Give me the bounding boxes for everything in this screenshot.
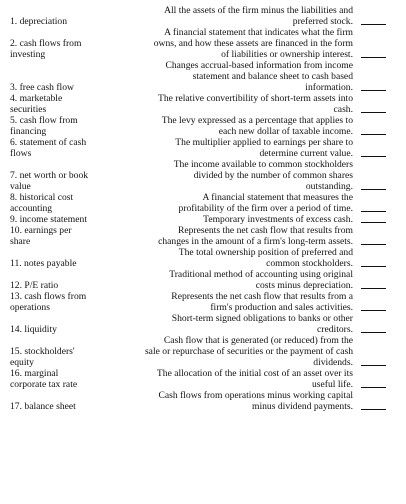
term-label [0,346,113,368]
term-label [0,16,113,27]
definition-text [113,291,353,313]
definition-text [113,159,353,192]
definition-line: common stockholders. [266,258,353,269]
definition-line: statement and balance sheet to cash based [192,71,353,82]
answer-blank[interactable] [361,57,386,58]
term-line: 15. stockholders' [10,346,75,357]
answer-blank[interactable] [361,222,386,223]
definition-text [113,5,353,27]
term-line: share [10,236,31,247]
definition-text [113,214,353,225]
term-label [0,258,113,269]
matching-row [0,313,406,335]
answer-blank[interactable] [361,90,386,91]
definition-line: changes in the amount of a firm's long-term assets. [158,236,353,247]
term-line: 14. liquidity [10,324,57,335]
term-label [0,137,113,159]
definition-line: each new dollar of taxable income. [218,126,353,137]
definition-line: All the assets of the firm minus the liabilities and [164,5,353,16]
definition-text [113,313,353,335]
definition-line: divided by the number of common shares [193,170,353,181]
definition-text [113,93,353,115]
definition-line: Temporary investments of excess cash. [203,214,353,225]
term-line: 8. historical cost [10,192,74,203]
matching-row [0,93,406,115]
term-line: 1. depreciation [10,16,68,27]
term-line: securities [10,104,47,115]
term-line: 4. marketable [10,93,63,104]
term-label [0,401,113,412]
matching-row [0,368,406,390]
definition-line: Changes accrual-based information from income [165,60,353,71]
definition-line: owns, and how these assets are financed in the form [153,38,353,49]
definition-text [113,115,353,137]
definition-line: useful life. [311,379,353,390]
term-line: investing [10,49,46,60]
answer-blank[interactable] [361,134,386,135]
term-label [0,192,113,214]
definition-line: Represents the net cash flow that results from a [171,291,353,302]
term-line: 9. income statement [10,214,87,225]
term-line: 3. free cash flow [10,82,74,93]
definition-text [113,137,353,159]
matching-row [0,5,406,27]
definition-line: cash. [333,104,353,115]
answer-blank[interactable] [361,365,386,366]
term-line: 10. earnings per [10,225,72,236]
definition-line: of liabilities or ownership interest. [221,49,353,60]
term-label [0,82,113,93]
definition-line: firm's production and sales activities. [210,302,353,313]
matching-row [0,159,406,192]
matching-row [0,27,406,60]
definition-text [113,269,353,291]
definition-line: creditors. [317,324,353,335]
definition-line: information. [305,82,353,93]
answer-blank[interactable] [361,156,386,157]
matching-row [0,60,406,93]
definition-line: The levy expressed as a percentage that applies to [161,115,353,126]
term-label [0,368,113,390]
definition-line: outstanding. [305,181,353,192]
term-line: accounting [10,203,53,214]
term-line: 11. notes payable [10,258,77,269]
term-line: 2. cash flows from [10,38,82,49]
definition-line: determine current value. [259,148,353,159]
matching-row [0,291,406,313]
definition-text [113,225,353,247]
term-label [0,324,113,335]
term-line: 7. net worth or book [10,170,89,181]
term-line: equity [10,357,34,368]
definition-text [113,335,353,368]
matching-row [0,214,406,225]
term-label [0,280,113,291]
definition-line: preferred stock. [292,16,353,27]
definition-text [113,247,353,269]
definition-line: Traditional method of accounting using original [169,269,353,280]
matching-row [0,269,406,291]
answer-blank[interactable] [361,211,386,212]
answer-blank[interactable] [361,387,386,388]
definition-text [113,368,353,390]
term-line: 13. cash flows from [10,291,87,302]
term-line: operations [10,302,50,313]
definition-line: A financial statement that measures the [202,192,353,203]
definition-line: A financial statement that indicates what the firm [164,27,353,38]
answer-blank[interactable] [361,244,386,245]
definition-line: minus dividend payments. [252,401,353,412]
matching-row [0,390,406,412]
definition-line: sale or repurchase of securities or the payment of cash [144,346,353,357]
matching-row [0,137,406,159]
definition-line: Cash flow that is generated (or reduced) from the [163,335,353,346]
term-label [0,115,113,137]
answer-blank[interactable] [361,310,386,311]
answer-blank[interactable] [361,409,386,410]
term-label [0,291,113,313]
matching-row [0,192,406,214]
matching-rows [0,5,406,412]
answer-blank[interactable] [361,189,386,190]
definition-line: The allocation of the initial cost of an asset over its [156,368,353,379]
definition-line: Represents the net cash flow that results from [177,225,353,236]
term-line: flows [10,148,32,159]
answer-blank[interactable] [361,332,386,333]
term-line: financing [10,126,47,137]
definition-text [113,390,353,412]
definition-line: The relative convertibility of short-term assets into [157,93,353,104]
definition-line: profitability of the firm over a period of time. [178,203,353,214]
definition-line: The income available to common stockholders [173,159,353,170]
term-label [0,93,113,115]
definition-line: Short-term signed obligations to banks or other [171,313,353,324]
term-line: 12. P/E ratio [10,280,59,291]
matching-row [0,115,406,137]
definition-line: costs minus depreciation. [255,280,353,291]
answer-blank[interactable] [361,266,386,267]
term-line: corporate tax rate [10,379,78,390]
term-label [0,170,113,192]
matching-row [0,225,406,247]
definition-line: dividends. [313,357,353,368]
definition-line: The total ownership position of preferred and [178,247,353,258]
term-label [0,225,113,247]
answer-blank[interactable] [361,24,386,25]
term-line: 17. balance sheet [10,401,76,412]
matching-row [0,335,406,368]
definition-text [113,192,353,214]
answer-blank[interactable] [361,112,386,113]
definition-text [113,27,353,60]
term-line: 5. cash flow from [10,115,78,126]
matching-row [0,247,406,269]
term-line: value [10,181,31,192]
answer-blank[interactable] [361,288,386,289]
term-line: 16. marginal [10,368,59,379]
definition-text [113,60,353,93]
term-line: 6. statement of cash [10,137,87,148]
definition-line: Cash flows from operations minus working capital [158,390,353,401]
term-label [0,214,113,225]
term-label [0,38,113,60]
definition-line: The multiplier applied to earnings per share to [175,137,353,148]
